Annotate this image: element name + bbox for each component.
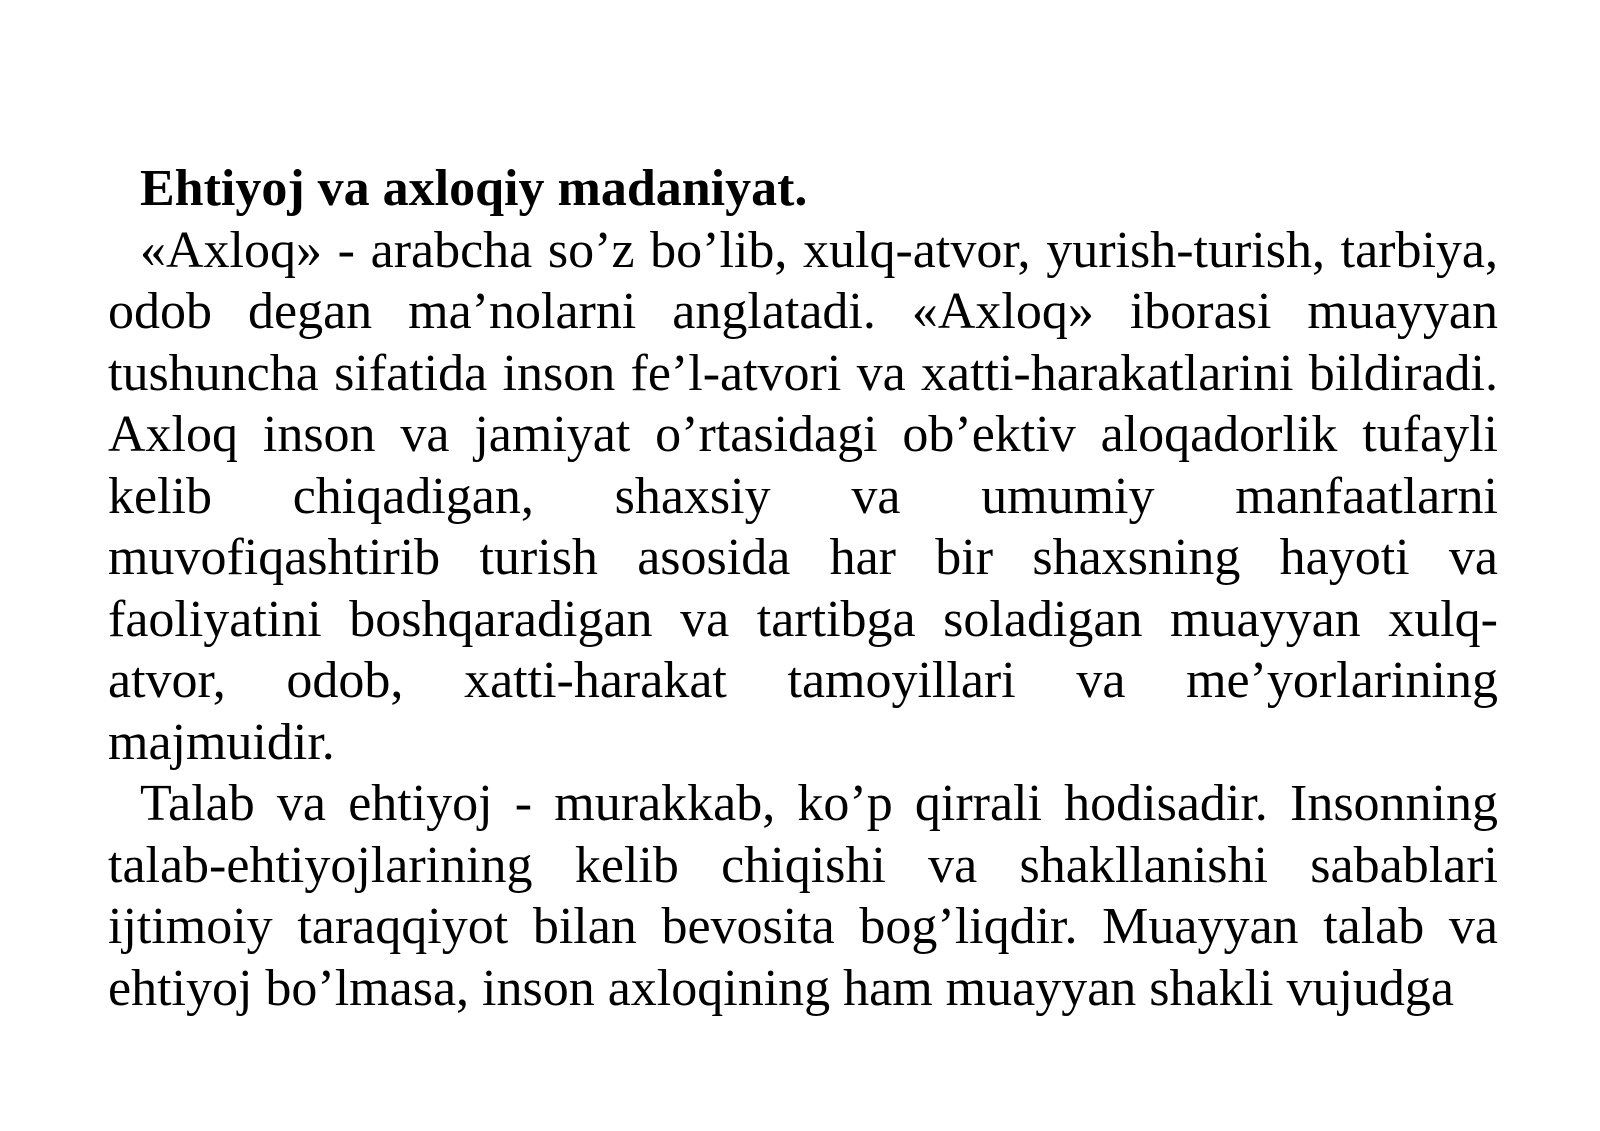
document-page <box>108 158 1498 1019</box>
document-title: Ehtiyoj va axloqiy madaniyat. <box>140 160 808 217</box>
paragraph-talab: Talab va ehtiyoj - murakkab, ko’p qirrali hodisadir. Insonning talab-ehtiyojlarining kelib chiqishi va shakllanishi sabablari ijtimoiy taraqqiyot bilan bevosita bog’liqdir. Muayyan talab va ehtiyoj bo’lmasa, inson axloqining ham muayyan shakli vujudga <box>108 775 1498 1017</box>
paragraph-axloq: «Axloq» - arabcha so’z bo’lib, xulq-atvor, yurish-turish, tarbiya, odob degan ma’nolarni anglatadi. «Axloq» iborasi muayyan tushuncha sifatida inson fe’l-atvori va xatti-harakatlarini bildiradi. Axloq inson va jamiyat o’rtasidagi ob’ektiv aloqadorlik tufayli kelib chiqadigan, shaxsiy va umumiy manfaatlarni muvofiqashtirib turish asosida har bir shaxsning hayoti va faoliyatini boshqaradigan va tartibga soladigan muayyan xulq-atvor, odob, xatti-harakat tamoyillari va me’yorlarining majmuidir. <box>108 221 1498 771</box>
